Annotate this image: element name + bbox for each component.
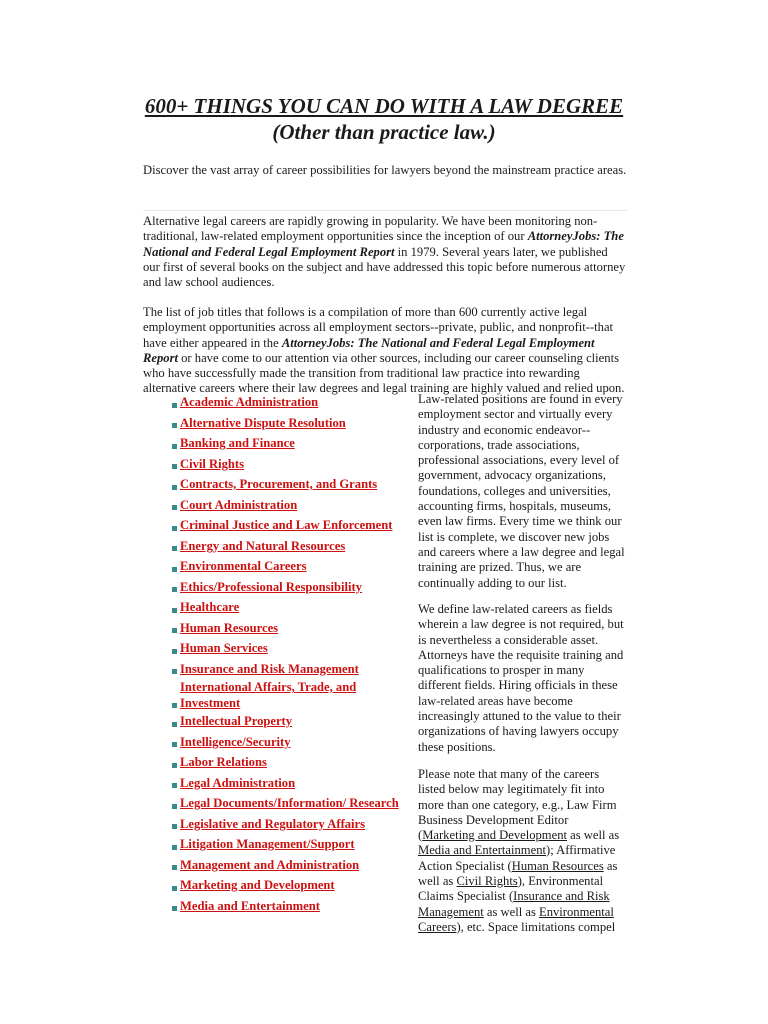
para2-text-a: The list of job titles that follows is a compilation of more than 600 currently active legal employment opportunities across all employment sectors--private, public, and nonprofit--that have either appeared in the [143,305,614,350]
bullet-icon [172,906,177,911]
bullet-icon [172,824,177,829]
para1-text-a: Alternative legal careers are rapidly growing in popularity. We have been monitoring non-traditional, law-related employment opportunities since the inception of our [143,214,598,244]
category-link[interactable]: Banking and Finance [180,436,295,450]
note-link-human-resources[interactable]: Human Resources [511,858,604,873]
para1-text-b: in 1979. Several years later, we published our first of several books on the subject and have addressed this topic before numerous attorney and law school audiences. [143,244,626,290]
bullet-icon [172,567,177,572]
note-link-civil-rights[interactable]: Civil Rights [456,874,518,889]
page-subtitle: (Other than practice law.) [272,120,496,144]
bullet-icon [172,464,177,469]
category-link[interactable]: Intelligence/Security [180,734,291,749]
note-text: ), etc. Space limitations compel [456,919,616,934]
bullet-icon [172,423,177,428]
bullet-icon [172,403,177,408]
bullet-icon [172,444,177,449]
bullet-icon [172,546,177,551]
category-link[interactable]: Alternative Dispute Resolution [180,415,346,430]
category-item [172,796,404,812]
bullet-icon [172,804,177,809]
note-text: ), Environmental Claims Specialist ( [418,874,604,904]
category-item [172,518,404,534]
para2-publication-title: AttorneyJobs: The National and Federal Legal Employment Report [143,335,595,365]
category-link[interactable]: Management and Administration [180,857,360,872]
intro-text: Discover the vast array of career possibilities for lawyers beyond the mainstream practice areas. [143,163,627,177]
category-link[interactable]: Legal Documents/Information/ Research [180,796,399,810]
category-link[interactable]: Marketing and Development [180,878,335,892]
category-item [172,621,404,637]
bullet-icon [172,722,177,727]
category-link[interactable]: Labor Relations [180,755,267,769]
note-text: as well as [483,904,540,919]
note-link-environmental[interactable]: Environmental Careers [418,904,614,934]
bullet-icon [172,505,177,510]
category-item [172,436,404,452]
category-item [172,817,404,833]
para1-publication-title: AttorneyJobs: The National and Federal Legal Employment Report [143,229,624,259]
note-text: as well as [418,858,618,889]
right-paragraph-definition: We define law-related careers as fields wherein a law degree is not required, but is nevertheless a considerable asset. Attorneys have the requisite training and qualifications to prosper in many different fields. Hiring officials in these law-related areas have become increasingly attuned to the value to their organizations of having lawyers occupy these positions. [418,602,624,754]
right-paragraph-note [418,767,628,935]
bullet-icon [172,845,177,850]
category-item [172,416,404,432]
category-item [172,498,404,514]
category-link[interactable]: Human Services [180,641,268,655]
category-list [172,395,404,919]
category-item [172,477,404,493]
note-link-insurance[interactable]: Insurance and Risk Management [418,889,610,919]
category-link[interactable]: Civil Rights [180,456,245,471]
category-link[interactable]: International Affairs, Trade, and Investment [180,680,357,710]
category-item [172,539,404,555]
note-text: as well as [567,828,620,843]
bullet-icon [172,763,177,768]
category-item [172,395,404,411]
category-item [172,776,404,792]
bullet-icon [172,783,177,788]
page-title: 600+ THINGS YOU CAN DO WITH A LAW DEGREE [144,94,624,118]
category-link[interactable]: Academic Administration [180,395,319,409]
category-link[interactable]: Legal Administration [180,775,296,790]
category-item [172,580,404,596]
note-text: Please note that many of the careers listed below may legitimately fit into more than one category, e.g., Law Firm Business Development Editor ( [418,767,617,843]
bullet-icon [172,649,177,654]
bullet-icon [172,608,177,613]
category-link[interactable]: Criminal Justice and Law Enforcement [180,518,393,532]
bullet-icon [172,587,177,592]
category-link[interactable]: Legislative and Regulatory Affairs [180,816,366,831]
bullet-icon [172,526,177,531]
bullet-icon [172,485,177,490]
category-link[interactable]: Litigation Management/Support [180,837,355,851]
bullet-icon [172,865,177,870]
category-item [172,755,404,771]
divider [143,210,627,211]
category-item [172,641,404,657]
category-link[interactable]: Court Administration [180,497,298,512]
category-item [172,899,404,915]
paragraph-history [143,214,627,290]
note-text: ); Affirmative Action Specialist ( [418,843,616,873]
category-link[interactable]: Energy and Natural Resources [180,538,346,553]
category-link[interactable]: Media and Entertainment [180,898,320,913]
note-link-media[interactable]: Media and Entertainment [418,843,546,858]
category-item [172,858,404,874]
right-paragraph-sectors: Law-related positions are found in every employment sector and virtually every industry and economic endeavor--corporations, trade associations, professional associations, every level of government, advocacy organizations, foundations, colleges and universities, accounting firms, hospitals, museums, even law firms. Every time we think our list is complete, we discover new jobs and careers where a law degree and legal training are prized. Thus, we are continually adding to our list. [418,392,625,590]
category-item [172,735,404,751]
category-link[interactable]: Environmental Careers [180,559,307,573]
note-link-marketing[interactable]: Marketing and Development [422,828,567,843]
category-item [172,662,404,678]
category-item [172,600,404,616]
category-item [172,714,404,730]
category-link[interactable]: Healthcare [180,600,240,614]
bullet-icon [172,742,177,747]
paragraph-list-intro [143,305,627,397]
bullet-icon [172,628,177,633]
category-link[interactable]: Contracts, Procurement, and Grants [180,477,378,491]
category-item [172,878,404,894]
category-link[interactable]: Insurance and Risk Management [180,661,359,676]
bullet-icon [172,886,177,891]
category-item [172,457,404,473]
category-link[interactable]: Ethics/Professional Responsibility [180,579,363,594]
bullet-icon [172,703,177,708]
category-link[interactable]: Human Resources [180,620,279,635]
para2-text-b: or have come to our attention via other sources, including our career counseling clients who have successfully made the transition from traditional law practice into rewarding alternative careers where their law degrees and legal training are highly valued and relied upon. [143,350,625,396]
category-item [172,559,404,575]
category-link[interactable]: Intellectual Property [180,714,293,728]
category-item [172,680,404,711]
category-item [172,837,404,853]
bullet-icon [172,669,177,674]
